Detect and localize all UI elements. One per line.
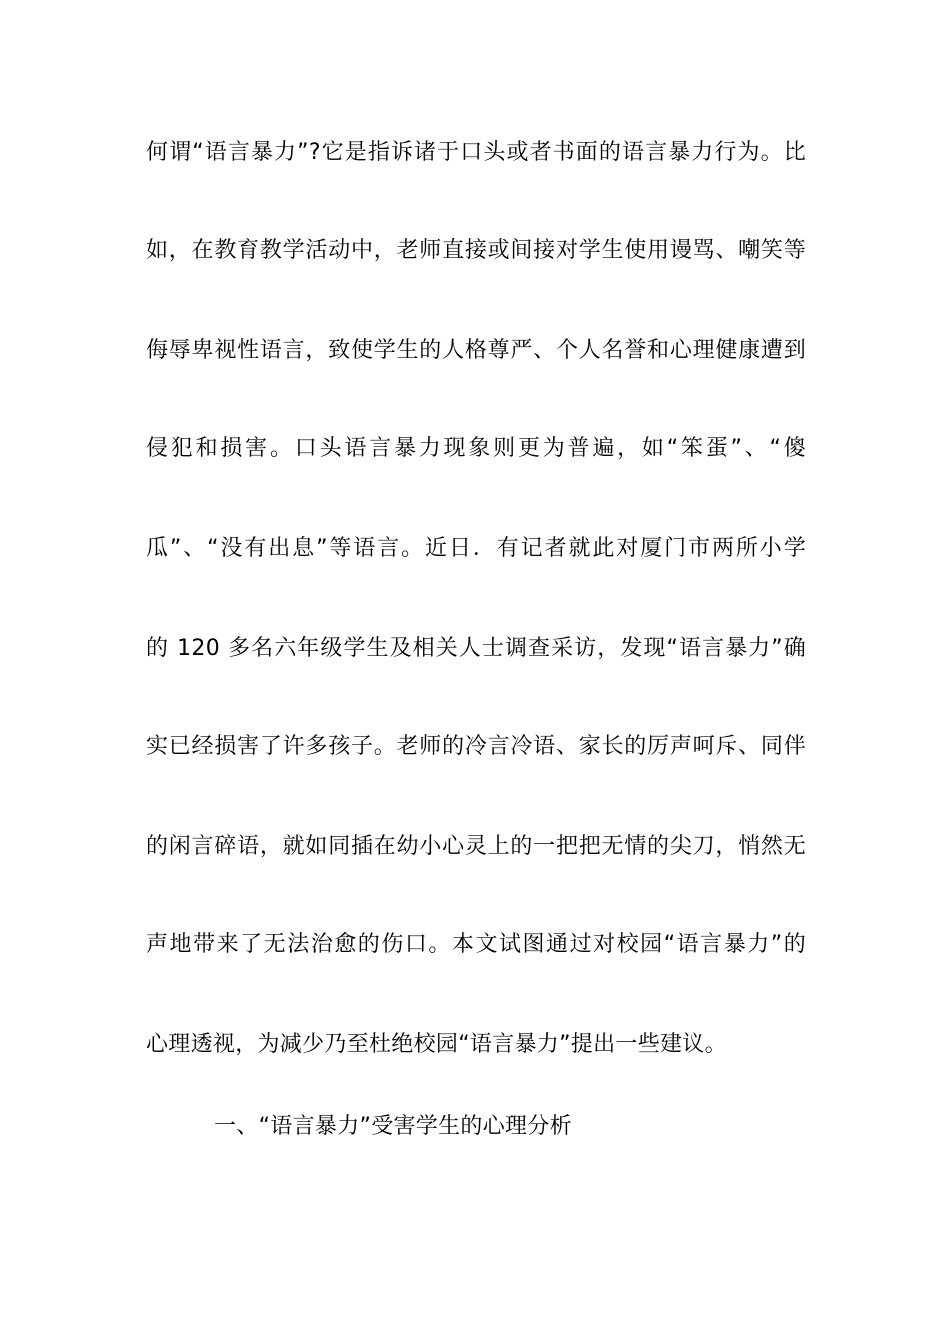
paragraph-line: 实已经损害了许多孩子。老师的冷言冷语、家长的厉声呵斥、同伴 xyxy=(146,734,806,759)
paragraph-line: 瓜”、“没有出息”等语言。近日．有记者就此对厦门市两所小学 xyxy=(146,536,806,561)
section-heading: 一、“语言暴力”受害学生的心理分析 xyxy=(214,1114,572,1139)
paragraph-line: 的闲言碎语，就如同插在幼小心灵上的一把把无情的尖刀，悄然无 xyxy=(146,834,806,859)
paragraph-line: 何谓“语言暴力”?它是指诉诸于口头或者书面的语言暴力行为。比 xyxy=(146,140,806,165)
paragraph-line: 侵犯和损害。口头语言暴力现象则更为普遍，如“笨蛋”、“傻 xyxy=(146,436,806,461)
paragraph-line: 声地带来了无法治愈的伤口。本文试图通过对校园“语言暴力”的 xyxy=(146,932,806,957)
paragraph-line: 侮辱卑视性语言，致使学生的人格尊严、个人名誉和心理健康遭到 xyxy=(146,338,806,363)
paragraph-line: 心理透视，为减少乃至杜绝校园“语言暴力”提出一些建议。 xyxy=(146,1032,727,1057)
paragraph-line: 的 120 多名六年级学生及相关人士调查采访，发现“语言暴力”确 xyxy=(146,636,806,661)
paragraph-line: 如，在教育教学活动中，老师直接或间接对学生使用谩骂、嘲笑等 xyxy=(146,238,806,263)
